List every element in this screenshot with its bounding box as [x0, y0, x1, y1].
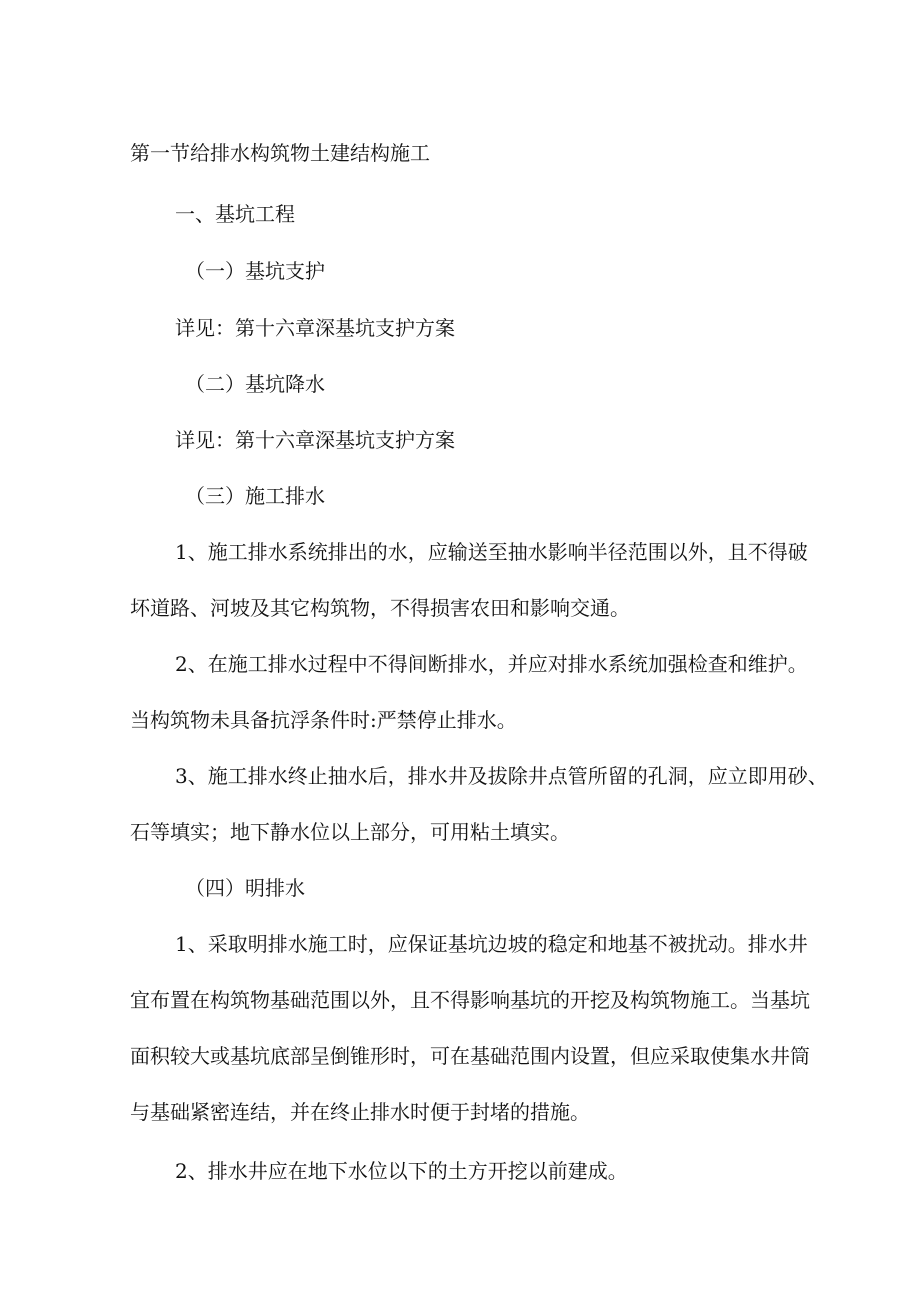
reference-line: 详见：第十六章深基坑支护方案 [175, 428, 455, 452]
subsection-heading: （二）基坑降水 [185, 372, 325, 396]
paragraph-line: 面积较大或基坑底部呈倒锥形时，可在基础范围内设置，但应采取使集水井筒 [130, 1044, 810, 1068]
paragraph-line: 1、施工排水系统排出的水，应输送至抽水影响半径范围以外，且不得破 [175, 540, 808, 564]
subsection-heading: （一）基坑支护 [185, 259, 325, 283]
paragraph-line: 2、在施工排水过程中不得间断排水，并应对排水系统加强检查和维护。 [175, 652, 808, 676]
paragraph-line: 当构筑物未具备抗浮条件时:严禁停止排水。 [130, 708, 517, 732]
paragraph-line: 宜布置在构筑物基础范围以外，且不得影响基坑的开挖及构筑物施工。当基坑 [130, 988, 810, 1012]
paragraph-line: 3、施工排水终止抽水后，排水井及拔除井点管所留的孔洞，应立即用砂、 [175, 764, 828, 788]
section-title: 第一节给排水构筑物土建结构施工 [130, 141, 430, 165]
paragraph-line: 2、排水井应在地下水位以下的土方开挖以前建成。 [175, 1159, 628, 1183]
paragraph-line: 1、采取明排水施工时，应保证基坑边坡的稳定和地基不被扰动。排水井 [175, 932, 808, 956]
subsection-heading: （四）明排水 [185, 876, 305, 900]
reference-line: 详见：第十六章深基坑支护方案 [175, 316, 455, 340]
paragraph-line: 石等填实；地下静水位以上部分，可用粘土填实。 [130, 820, 570, 844]
paragraph-line: 坏道路、河坡及其它构筑物，不得损害农田和影响交通。 [130, 596, 630, 620]
paragraph-line: 与基础紧密连结，并在终止排水时便于封堵的措施。 [130, 1100, 590, 1124]
subsection-heading: （三）施工排水 [185, 484, 325, 508]
part-heading: 一、基坑工程 [175, 202, 295, 226]
